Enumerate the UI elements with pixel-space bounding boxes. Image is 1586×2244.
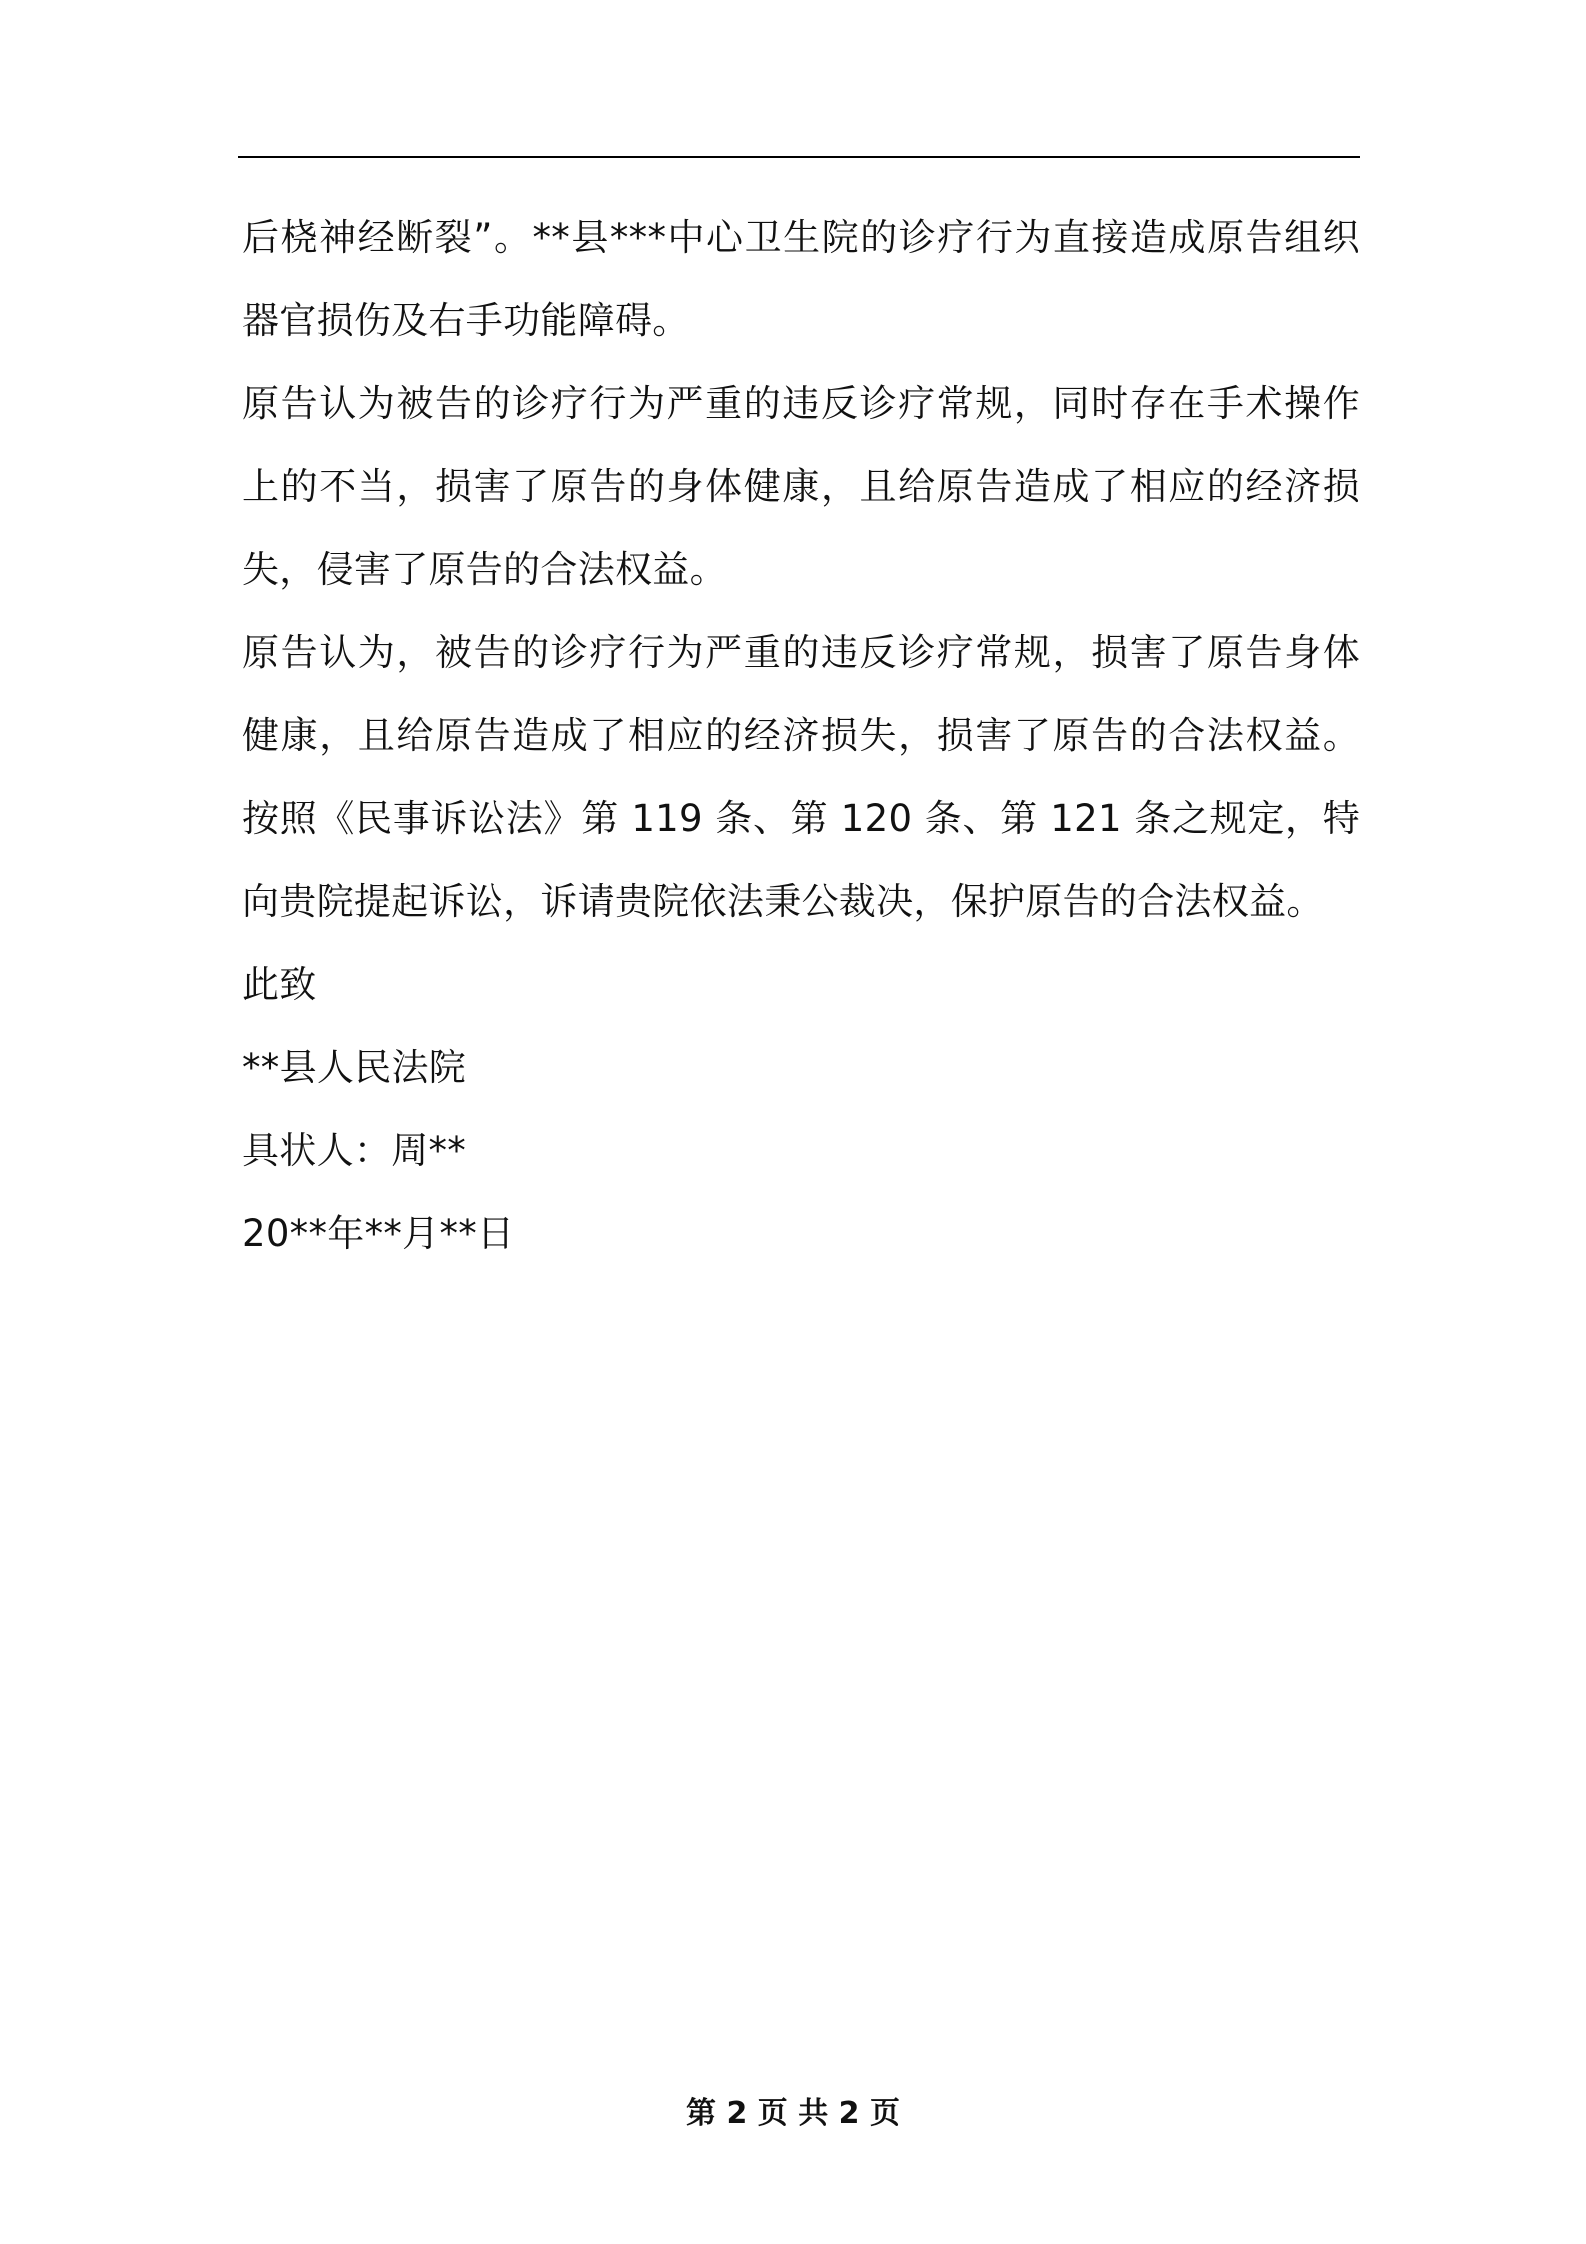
page-number-footer: 第 2 页 共 2 页: [686, 2096, 900, 2131]
document-body: [242, 196, 1360, 1275]
header-rule: [238, 156, 1360, 158]
paragraph-plaintiff-claim: 原告认为被告的诊疗行为严重的违反诊疗常规，同时存在手术操作上的不当，损害了原告的身体健康，且给原告造成了相应的经济损失，侵害了原告的合法权益。: [242, 382, 1360, 591]
paragraph-legal-basis: 原告认为，被告的诊疗行为严重的违反诊疗常规，损害了原告身体健康，且给原告造成了相应的经济损失，损害了原告的合法权益。按照《民事诉讼法》第 119 条、第 120 条、第 121 条之规定，特向贵院提起诉讼，诉请贵院依法秉公裁决，保护原告的合法权益。: [242, 631, 1360, 923]
document-date: 20**年**月**日: [242, 1212, 515, 1255]
paragraph-injury-result: 后桡神经断裂”。**县***中心卫生院的诊疗行为直接造成原告组织器官损伤及右手功能障碍。: [242, 216, 1360, 342]
court-name: **县人民法院: [242, 1046, 467, 1089]
plaintiff-signature: 具状人：周**: [242, 1129, 467, 1172]
salutation: 此致: [242, 963, 317, 1006]
